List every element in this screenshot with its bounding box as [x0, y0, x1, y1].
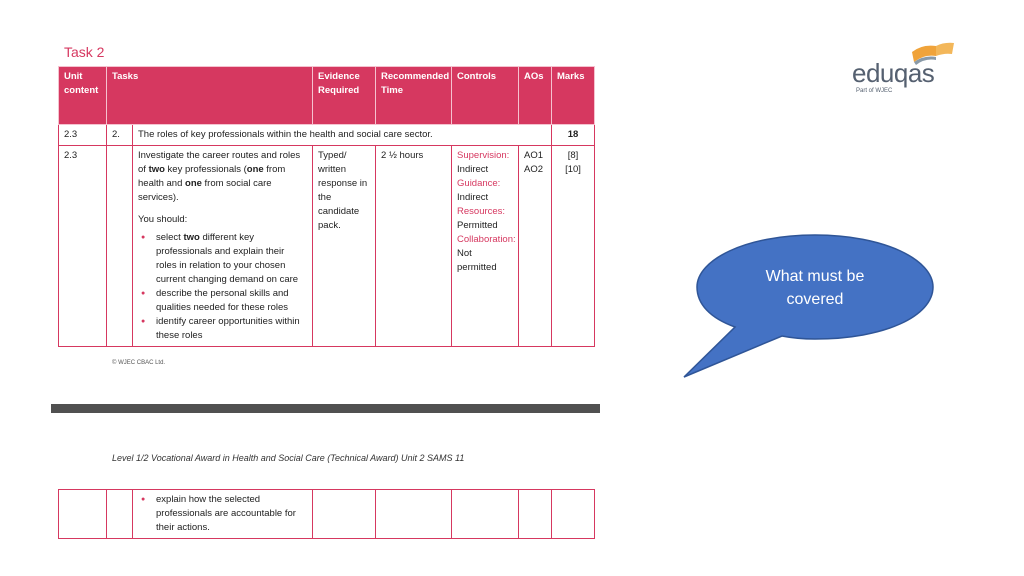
task-intro: Investigate the career routes and roles of two key professionals (one from health and one from social care services).: [138, 150, 301, 203]
footer-title: Level 1/2 Vocational Award in Health and Social Care (Technical Award) Unit 2 SAMS 11: [112, 453, 465, 463]
summary-unit: 2.3: [59, 125, 107, 146]
summary-text: The roles of key professionals within the health and social care sector.: [133, 125, 552, 146]
evidence-cell: Typed/ written response in the candidate pack.: [313, 146, 376, 347]
summary-task-number: 2.: [107, 125, 133, 146]
you-should-label: You should:: [138, 214, 188, 225]
header-row: [59, 67, 595, 125]
mark-1: [8]: [567, 150, 579, 161]
ao-2: AO2: [524, 164, 544, 175]
controls-cell: [452, 146, 519, 347]
guidance-value: Indirect: [457, 192, 489, 203]
logo-wordmark: eduqas: [852, 58, 935, 88]
logo-subtext: Part of WJEC: [856, 88, 893, 94]
task-title: Task 2: [64, 44, 105, 60]
spec-table: [58, 66, 595, 347]
bullet-explain: ● explain how the selected professionals are accountable for their actions.: [156, 493, 307, 535]
task-row: [59, 146, 595, 347]
bullet-describe: ● describe the personal skills and qualities needed for these roles: [156, 287, 307, 315]
summary-row: [59, 125, 595, 146]
supervision-value: Indirect: [457, 164, 489, 175]
aos-cell: [519, 146, 552, 347]
time-cell: 2 ½ hours: [376, 146, 452, 347]
logo-page-light-icon: [936, 43, 954, 56]
collaboration-label: Collaboration:: [457, 234, 516, 245]
marks-cell: [552, 146, 595, 347]
continuation-row: [59, 490, 595, 539]
resources-value: Permitted: [457, 220, 498, 231]
task-description: [133, 146, 313, 347]
ao-1: AO1: [524, 150, 544, 161]
guidance-label: Guidance:: [457, 178, 501, 189]
bullet-select: ● select two different key professionals and explain their roles in relation to your chosen current changing demand on care: [156, 231, 307, 287]
callout-text: What must be covered: [765, 268, 865, 308]
header-evidence: Evidence Required: [313, 67, 376, 125]
header-tasks: Tasks: [107, 67, 313, 125]
page-divider: [51, 404, 600, 413]
header-aos: AOs: [519, 67, 552, 125]
continuation-task: [133, 490, 313, 539]
copyright: © WJEC CBAC Ltd.: [112, 360, 166, 366]
header-time: Recommended Time: [376, 67, 452, 125]
resources-label: Resources:: [457, 206, 506, 217]
header-controls: Controls: [452, 67, 519, 125]
header-unit-content: Unit content: [59, 67, 107, 125]
supervision-label: Supervision:: [457, 150, 510, 161]
continuation-table: [58, 489, 595, 539]
collaboration-value: Not permitted: [457, 248, 497, 273]
bullet-identify: ● identify career opportunities within these roles: [156, 315, 307, 343]
task-number-empty: [107, 146, 133, 347]
header-marks: Marks: [552, 67, 595, 125]
mark-2: [10]: [565, 164, 581, 175]
task-unit: 2.3: [59, 146, 107, 347]
task-bullets: [138, 231, 307, 343]
summary-marks: 18: [552, 125, 595, 146]
